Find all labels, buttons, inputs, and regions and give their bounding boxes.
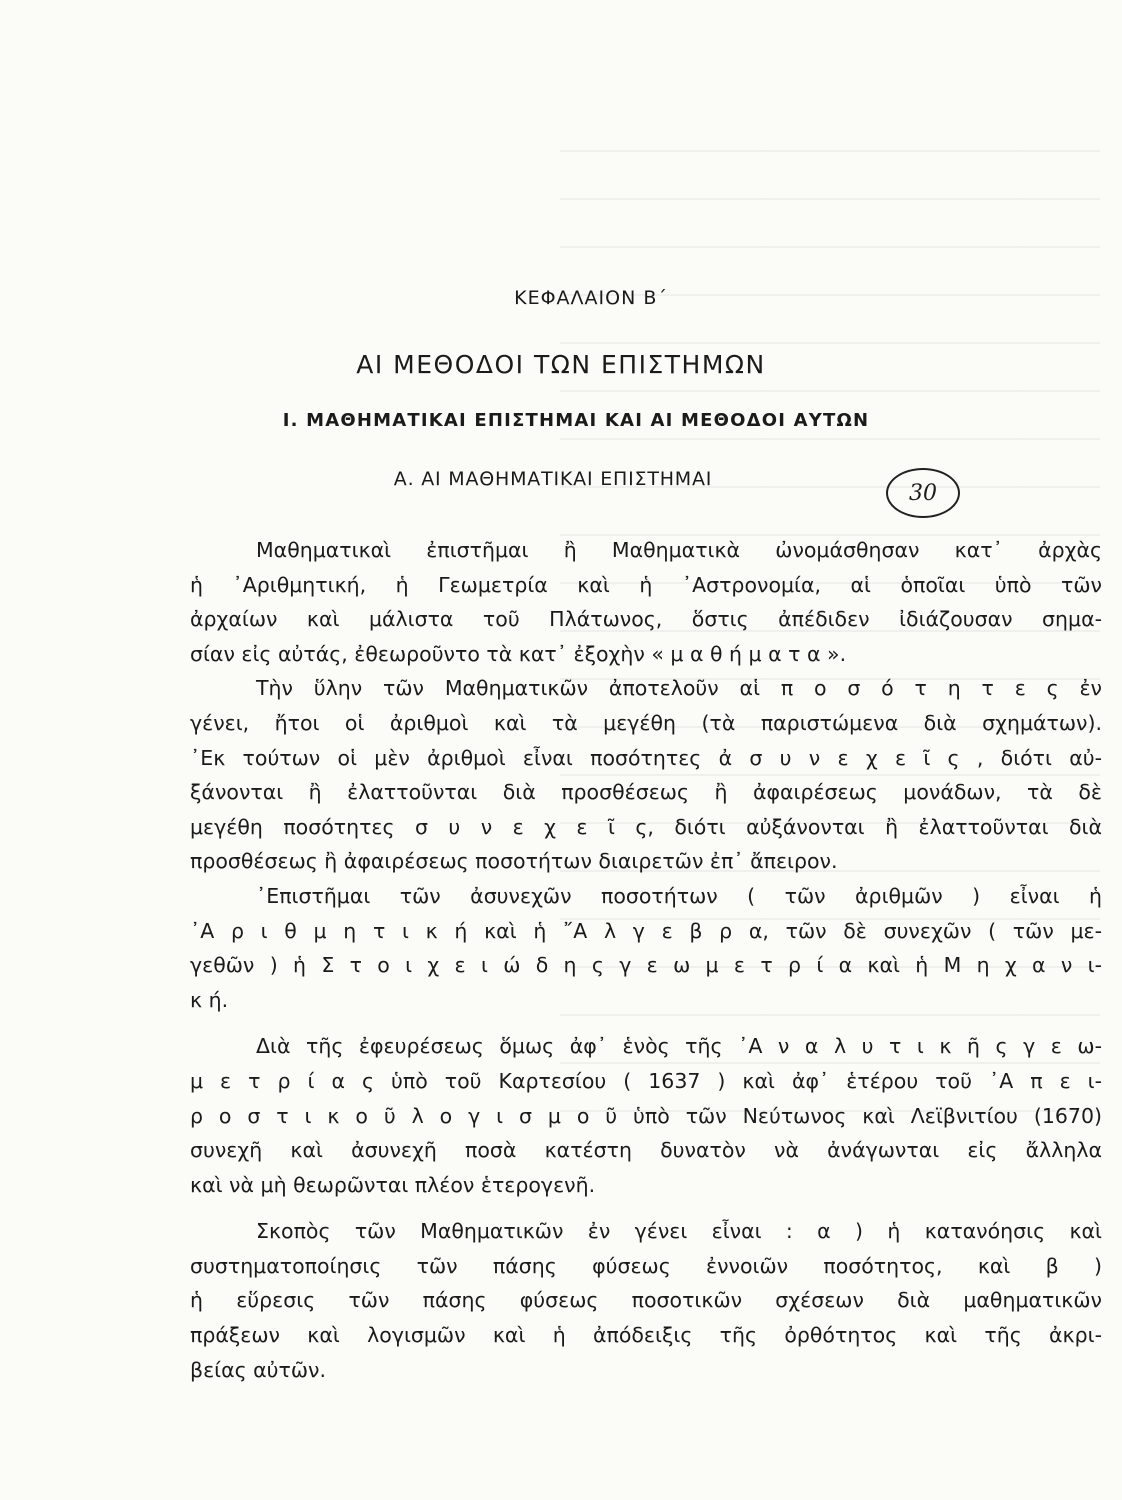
text-line: μεγέθη ποσότητες σ υ ν ε χ ε ῖ ς, διότι αὐξάνονται ἢ ἐλαττοῦνται διὰ — [190, 814, 1102, 839]
text-line: βείας αὐτῶν. — [190, 1357, 327, 1382]
text-line: κ ή. — [190, 987, 229, 1012]
handwritten-page-mark: 30 — [886, 468, 960, 518]
text-line: Τὴν ὕλην τῶν Μαθηματικῶν ἀποτελοῦν αἱ π ο σ ό τ η τ ε ς ἐν — [256, 676, 1102, 701]
text-line: προσθέσεως ἢ ἀφαιρέσεως ποσοτήτων διαιρετῶν ἐπ᾿ ἄπειρον. — [190, 849, 838, 874]
chapter-label: ΚΕΦΑΛΑΙΟΝ Β΄ — [514, 287, 668, 309]
subsection-title: Α. ΑΙ ΜΑΘΗΜΑΤΙΚΑΙ ΕΠΙΣΤΗΜΑΙ — [393, 468, 713, 490]
body-text — [190, 533, 1102, 1387]
text-line: γεθῶν ) ἡ Σ τ ο ι χ ε ι ώ δ η ς γ ε ω μ ε τ ρ ί α καὶ ἡ Μ η χ α ν ι- — [190, 953, 1102, 978]
chapter-title: ΑΙ ΜΕΘΟΔΟΙ ΤΩΝ ΕΠΙΣΤΗΜΩΝ — [356, 350, 766, 379]
text-line: ξάνονται ἢ ἐλαττοῦνται διὰ προσθέσεως ἢ ἀφαιρέσεως μονάδων, τὰ δὲ — [190, 780, 1102, 805]
text-line: ᾿Επιστῆμαι τῶν ἀσυνεχῶν ποσοτήτων ( τῶν ἀριθμῶν ) εἶναι ἡ — [256, 883, 1102, 908]
text-line: ἡ εὕρεσις τῶν πάσης φύσεως ποσοτικῶν σχέσεων διὰ μαθηματικῶν — [190, 1288, 1102, 1313]
section-title: Ι. ΜΑΘΗΜΑΤΙΚΑΙ ΕΠΙΣΤΗΜΑΙ ΚΑΙ ΑΙ ΜΕΘΟΔΟΙ ΑΥΤΩΝ — [282, 410, 870, 431]
text-line: ἀρχαίων καὶ μάλιστα τοῦ Πλάτωνος, ὅστις ἀπέδιδεν ἰδιάζουσαν σημα- — [190, 607, 1102, 632]
text-line: ρ ο σ τ ι κ ο ῦ λ ο γ ι σ μ ο ῦ ὑπὸ τῶν Νεύτωνος καὶ Λεϊβνιτίου (1670) — [190, 1103, 1102, 1128]
text-line: πράξεων καὶ λογισμῶν καὶ ἡ ἀπόδειξις τῆς ὀρθότητος καὶ τῆς ἀκρι- — [190, 1323, 1102, 1348]
text-line: ᾿Εκ τούτων οἱ μὲν ἀριθμοὶ εἶναι ποσότητες ἀ σ υ ν ε χ ε ῖ ς , διότι αὐ- — [190, 745, 1102, 770]
text-line: Μαθηματικαὶ ἐπιστῆμαι ἢ Μαθηματικὰ ὠνομάσθησαν κατ᾿ ἀρχὰς — [256, 538, 1102, 562]
text-line: μ ε τ ρ ί α ς ὑπὸ τοῦ Καρτεσίου ( 1637 ) καὶ ἀφ᾿ ἑτέρου τοῦ ᾿Α π ε ι- — [190, 1068, 1102, 1093]
text-line: γένει, ἤτοι οἱ ἀριθμοὶ καὶ τὰ μεγέθη (τὰ παριστώμενα διὰ σχημάτων). — [190, 710, 1102, 735]
text-line: Διὰ τῆς ἐφευρέσεως ὅμως ἀφ᾿ ἑνὸς τῆς ᾿Α ν α λ υ τ ι κ ῆ ς γ ε ω- — [256, 1034, 1102, 1059]
text-line: ᾿Α ρ ι θ μ η τ ι κ ή καὶ ἡ ῎Α λ γ ε β ρ α, τῶν δὲ συνεχῶν ( τῶν με- — [190, 918, 1102, 943]
text-line: συνεχῆ καὶ ἀσυνεχῆ ποσὰ κατέστη δυνατὸν νὰ ἀνάγωνται εἰς ἄλληλα — [190, 1138, 1102, 1163]
text-line: Σκοπὸς τῶν Μαθηματικῶν ἐν γένει εἶναι : α ) ἡ κατανόησις καὶ — [256, 1219, 1102, 1244]
text-line: συστηματοποίησις τῶν πάσης φύσεως ἐννοιῶν ποσότητος, καὶ β ) — [190, 1253, 1102, 1278]
text-line: σίαν εἰς αὐτάς, ἐθεωροῦντο τὰ κατ᾿ ἐξοχὴν « μ α θ ή μ α τ α ». — [190, 641, 847, 666]
text-line: καὶ νὰ μὴ θεωρῶνται πλέον ἑτερογενῆ. — [190, 1172, 596, 1197]
text-line: ἡ ᾿Αριθμητική, ἡ Γεωμετρία καὶ ἡ ᾿Αστρονομία, αἱ ὁποῖαι ὑπὸ τῶν — [190, 572, 1102, 597]
